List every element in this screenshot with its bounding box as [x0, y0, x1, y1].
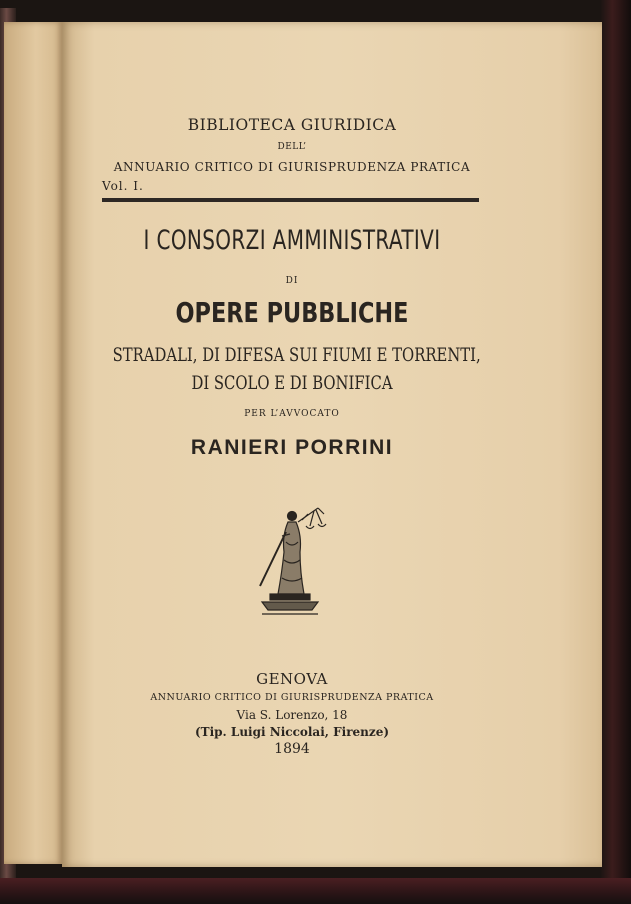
series-annuario: ANNUARIO CRITICO DI GIURISPRUDENZA PRATICA: [113, 160, 471, 174]
book-binding-right: [600, 0, 631, 904]
book-binding-bottom: [0, 878, 631, 904]
imprint-city: GENOVA: [256, 670, 328, 688]
main-title-line2: OPERE PUBBLICHE: [175, 296, 409, 329]
author-prefix: PER L’AVVOCATO: [244, 409, 340, 419]
title-rule: [102, 198, 479, 202]
justice-figure-icon: [252, 502, 332, 620]
volume-label: Vol. I.: [102, 179, 144, 193]
title-connector: DI: [285, 276, 299, 286]
imprint-publisher: ANNUARIO CRITICO DI GIURISPRUDENZA PRATICA: [150, 692, 434, 703]
subtitle-line2: DI SCOLO E DI BONIFICA: [191, 372, 393, 394]
left-page-edge: [4, 22, 62, 864]
subtitle-line1: STRADALI, DI DIFESA SUI FIUMI E TORRENTI,: [112, 344, 481, 366]
author-name: RANIERI PORRINI: [190, 436, 394, 459]
imprint-year: 1894: [274, 741, 310, 757]
title-page: [62, 22, 602, 867]
series-title: BIBLIOTECA GIURIDICA: [187, 116, 397, 134]
imprint-printer: (Tip. Luigi Niccolai, Firenze): [194, 725, 390, 739]
main-title-line1: I CONSORZI AMMINISTRATIVI: [143, 225, 441, 256]
imprint-address: Via S. Lorenzo, 18: [236, 708, 348, 722]
series-connector: DELL’: [277, 142, 307, 152]
